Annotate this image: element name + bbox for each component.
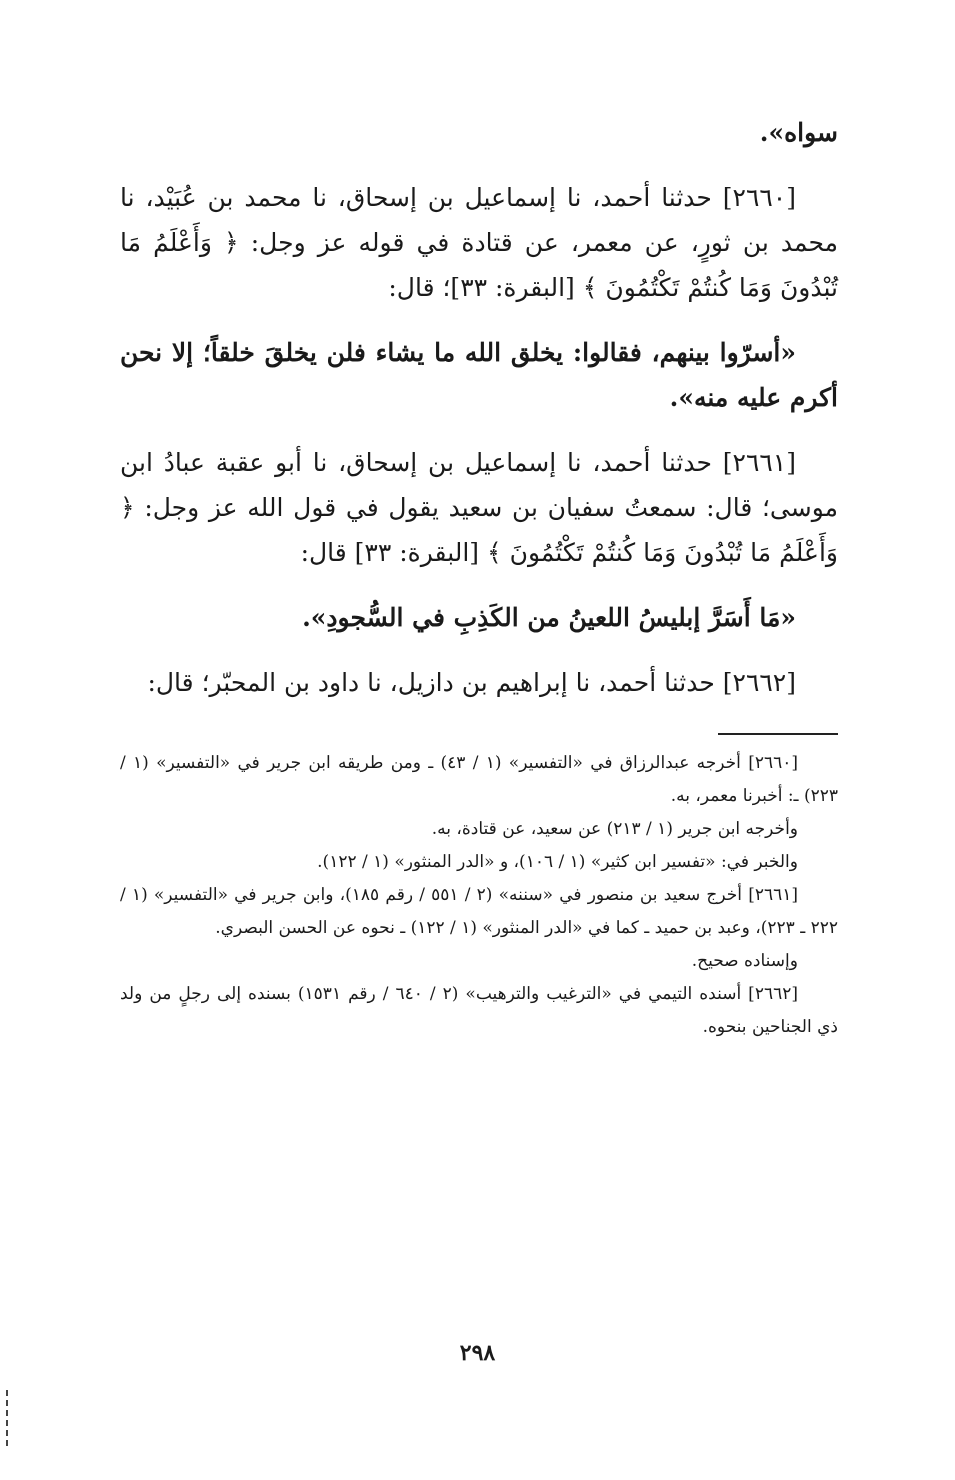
footnote-divider — [718, 733, 838, 735]
page-number: ٢٩٨ — [459, 1340, 496, 1366]
hadith-2661-quote: «مَا أَسَرَّ إبليسُ اللعينُ من الكَذِبِ في السُّجودِ». — [302, 603, 796, 632]
hadith-2662: [٢٦٦٢] حدثنا أحمد، نا إبراهيم بن دازيل، نا داود بن المحبّر؛ قال: — [147, 668, 796, 697]
footnote-2661-b: وإسناده صحيح. — [691, 951, 798, 971]
footnote-2661: [٢٦٦١] أخرج سعيد بن منصور في «سننه» (٢ / ٥٥١ / رقم ١٨٥)، وابن جرير في «التفسير» (١ / ٢٢٢ ـ ٢٢٣)، وعبد بن حميد ـ كما في «الدر المنثور» (١ / ١٢٢) ـ نحوه عن الحسن البصري. — [120, 885, 838, 938]
footnotes — [120, 747, 838, 1044]
hadith-2660: [٢٦٦٠] حدثنا أحمد، نا إسماعيل بن إسحاق، نا محمد بن عُبَيْد، نا محمد بن ثورٍ، عن معمر، عن قتادة في قوله عز وجل: ﴿ وَأَعْلَمُ مَا تُبْدُونَ وَمَا كُنتُمْ تَكْتُمُونَ ﴾ [البقرة: ٣٣]؛ قال: — [120, 183, 838, 302]
scan-margin-marks — [6, 1390, 8, 1450]
paragraph-continuation: سواه». — [759, 118, 838, 147]
footnote-2660-c: والخبر في: «تفسير ابن كثير» (١ / ١٠٦)، و «الدر المنثور» (١ / ١٢٢). — [317, 852, 798, 872]
footnote-2662: [٢٦٦٢] أسنده التيمي في «الترغيب والترهيب» (٢ / ٦٤٠ / رقم ١٥٣١) بسنده إلى رجلٍ من ولد ذي الجناحين بنحوه. — [120, 984, 838, 1037]
main-text — [120, 110, 838, 705]
page-content — [120, 110, 838, 1044]
footnote-2660-b: وأخرجه ابن جرير (١ / ٢١٣) عن سعيد، عن قتادة، به. — [431, 819, 798, 839]
hadith-2661: [٢٦٦١] حدثنا أحمد، نا إسماعيل بن إسحاق، نا أبو عقبة عبادُ ابن موسى؛ قال: سمعتُ سفيان بن سعيد يقول في قول الله عز وجل: ﴿ وَأَعْلَمُ مَا تُبْدُونَ وَمَا كُنتُمْ تَكْتُمُونَ ﴾ [البقرة: ٣٣] قال: — [120, 448, 838, 567]
footnote-2660: [٢٦٦٠] أخرجه عبدالرزاق في «التفسير» (١ / ٤٣) ـ ومن طريقه ابن جرير في «التفسير» (١ / ٢٢٣) ـ: أخبرنا معمر، به. — [120, 753, 838, 806]
hadith-2660-quote: «أسرّوا بينهم، فقالوا: يخلق الله ما يشاء فلن يخلقَ خلقاً؛ إلا نحن أكرم عليه منه». — [120, 338, 838, 412]
